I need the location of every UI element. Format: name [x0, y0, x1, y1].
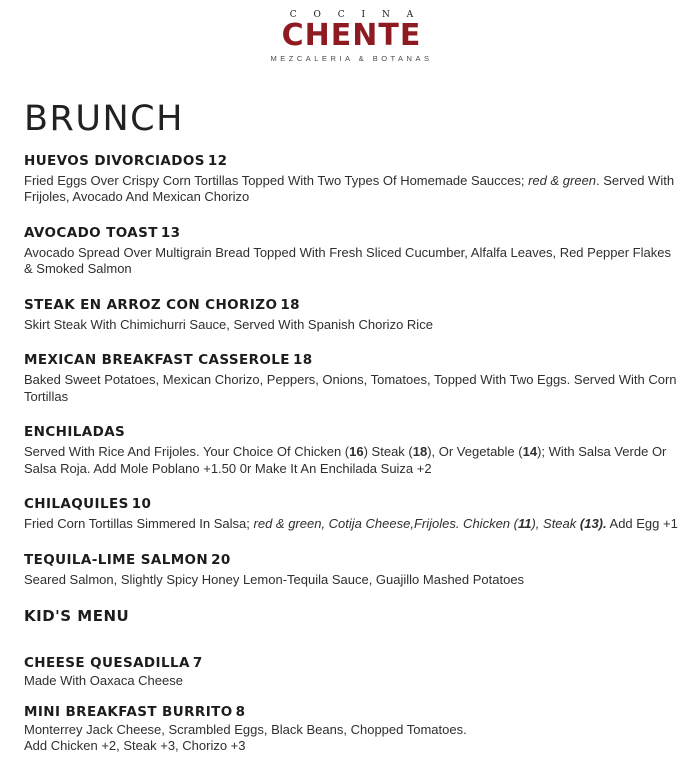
menu-item [24, 297, 679, 334]
item-header [24, 153, 679, 169]
item-price: 12 [207, 152, 228, 169]
item-name: TEQUILA-LIME SALMON [24, 551, 209, 568]
desc-text: Add Egg +1 [606, 516, 678, 531]
item-description [24, 444, 679, 477]
item-header [24, 552, 679, 568]
desc-text-bold-italic: 11 [517, 516, 532, 531]
item-price: 20 [211, 551, 231, 568]
item-name: CHEESE QUESADILLA [24, 655, 190, 671]
brunch-section [24, 153, 679, 589]
menu-item [24, 704, 679, 755]
item-description [24, 722, 679, 755]
logo-chente-text: CHENTE [281, 18, 422, 53]
logo-cocina-text: C O C I N A [289, 10, 421, 20]
item-name: AVOCADO TOAST [24, 224, 158, 241]
desc-text-italic: red & green [528, 172, 597, 188]
item-header [24, 424, 679, 440]
desc-text: . Served With Frijoles, Avocado And Mexican Chorizo [24, 172, 675, 204]
item-name: HUEVOS DIVORCIADOS [24, 152, 205, 169]
desc-text: Monterrey Jack Cheese, Scrambled Eggs, Black Beans, Chopped Tomatoes. [24, 721, 467, 737]
desc-text-italic: ), Steak [531, 516, 580, 531]
item-name: ENCHILADAS [24, 424, 126, 440]
item-price: 8 [235, 703, 246, 720]
desc-text: Fried Eggs Over Crispy Corn Tortillas Topped With Two Types Of Homemade Saucces; [24, 172, 529, 188]
desc-text: Made With Oaxaca Cheese [24, 673, 183, 688]
desc-text: ), Or Vegetable ( [427, 444, 523, 459]
item-description [24, 317, 679, 334]
item-description [24, 173, 679, 206]
item-header [24, 496, 679, 512]
kids-section [24, 655, 679, 755]
item-name: CHILAQUILES [24, 496, 129, 512]
desc-text: Add Chicken +2, Steak +3, Chorizo +3 [24, 738, 246, 753]
item-description [24, 245, 679, 278]
item-header [24, 704, 679, 720]
menu-item [24, 424, 679, 477]
item-description [24, 516, 679, 533]
menu-item [24, 496, 679, 533]
item-header [24, 297, 679, 313]
item-name: MINI BREAKFAST BURRITO [24, 703, 233, 720]
desc-text: Baked Sweet Potatoes, Mexican Chorizo, Peppers, Onions, Tomatoes, Topped With Two Eggs. Served With Corn Tortillas [24, 372, 677, 404]
desc-text-bold: 18 [412, 444, 428, 459]
item-name: STEAK EN ARROZ CON CHORIZO [24, 296, 278, 313]
desc-text: Avocado Spread Over Multigrain Bread Topped With Fresh Sliced Cucumber, Alfalfa Leaves, Red Pepper Flakes & Smoked Salmon [24, 244, 671, 276]
item-header [24, 225, 679, 241]
item-price: 18 [280, 296, 300, 313]
menu-item [24, 552, 679, 589]
desc-text: Fried Corn Tortillas Simmered In Salsa; [24, 516, 254, 531]
desc-text-bold: 16 [349, 444, 364, 459]
menu-item [24, 655, 679, 690]
item-description [24, 673, 679, 690]
item-price: 18 [292, 352, 313, 368]
desc-text: ); With Salsa Verde Or Salsa Roja. Add Mole Poblano +1.50 0r Make It An Enchilada Suiza +2 [24, 444, 667, 476]
desc-text-bold-italic: (13). [579, 516, 607, 531]
restaurant-logo [24, 8, 679, 63]
desc-text-italic: red & green, Cotija Cheese,Frijoles. Chicken ( [253, 516, 518, 531]
logo-tagline-text: MEZCALERIA & BOTANAS [270, 53, 433, 63]
item-header [24, 655, 679, 671]
desc-text: Seared Salmon, Slightly Spicy Honey Lemon-Tequila Sauce, Guajillo Mashed Potatoes [24, 571, 525, 587]
desc-text: Served With Rice And Frijoles. Your Choice Of Chicken ( [24, 444, 350, 459]
desc-text-bold: 14 [522, 444, 538, 459]
item-header [24, 352, 679, 368]
desc-text: ) Steak ( [363, 444, 413, 459]
item-price: 7 [192, 655, 203, 671]
desc-text: Skirt Steak With Chimichurri Sauce, Served With Spanish Chorizo Rice [24, 316, 433, 332]
menu-item [24, 352, 679, 405]
item-price: 13 [160, 224, 181, 241]
item-name: MEXICAN BREAKFAST CASSEROLE [24, 352, 290, 368]
item-description [24, 372, 679, 405]
kids-menu-title: KID'S MENU [24, 607, 130, 625]
menu-title: BRUNCH [24, 98, 184, 139]
item-price: 10 [131, 496, 152, 512]
item-description [24, 572, 679, 589]
menu-item [24, 225, 679, 278]
menu-item [24, 153, 679, 206]
